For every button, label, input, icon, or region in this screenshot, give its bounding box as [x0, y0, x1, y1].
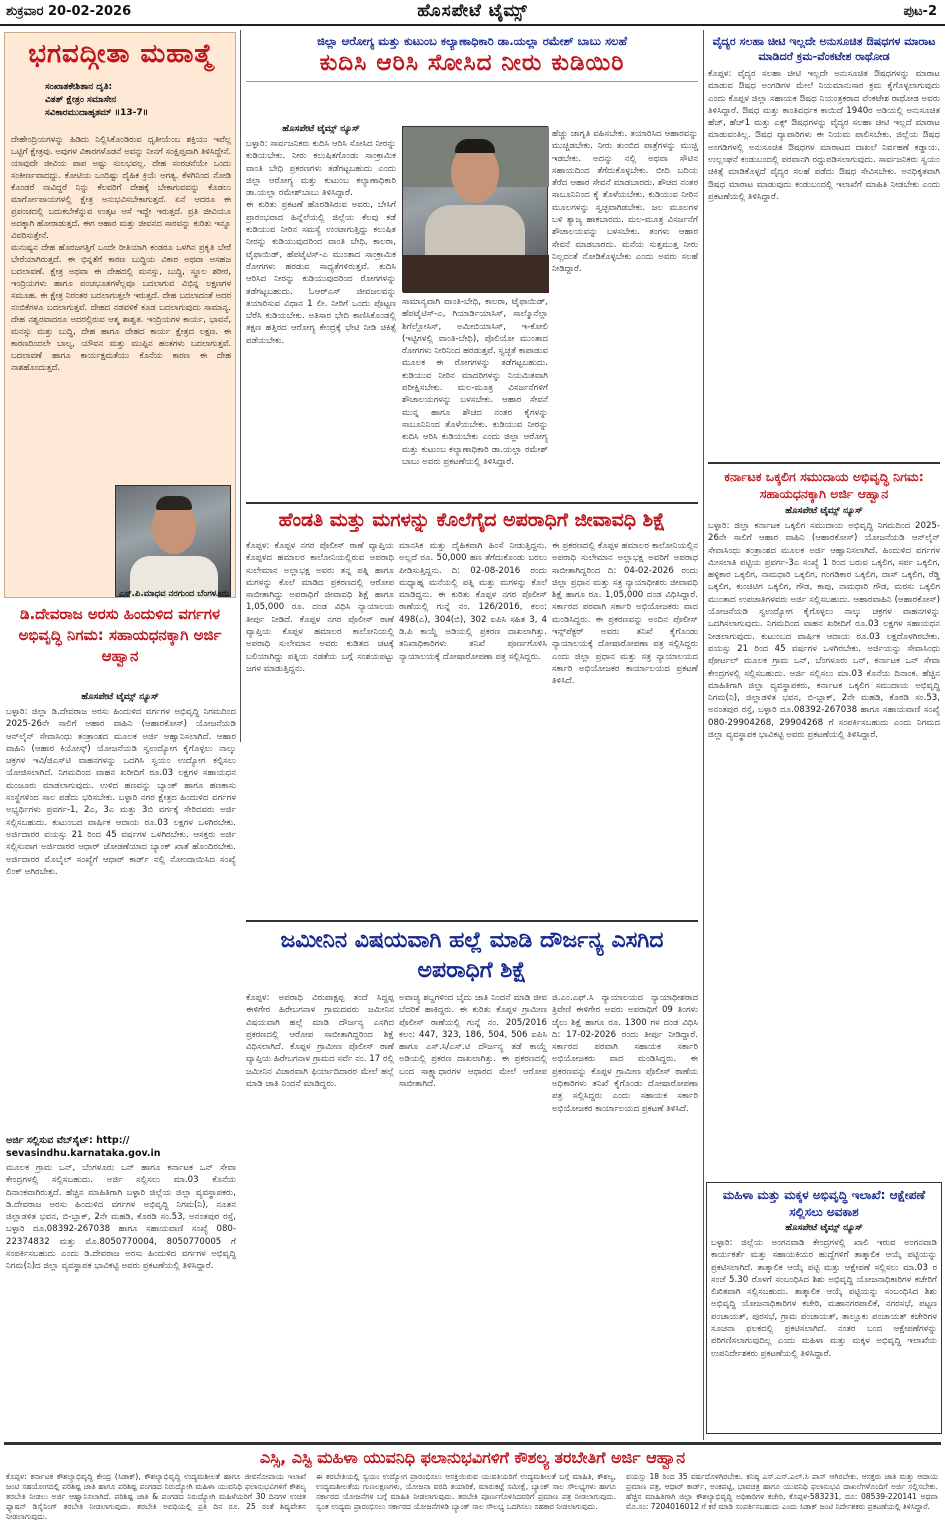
drug-body: ಕೊಪ್ಪಳ: ವೈದ್ಯರ ಸಲಹಾ ಚೀಟಿ ಇಲ್ಲದೇ ಅನುಸೂಚಿತ ಔಷಧಗಳನ್ನು ಮಾರಾಟ ಮಾಡುವ ಔಷಧ ಅಂಗಡಿಗಳ ಮೇಲೆ ನಿಯಮಾನುಸಾರ ಕ್ರಮ ಕೈಗೊಳ್ಳಲಾಗುವುದು ಎಂದು ಕೊಪ್ಪಳ ಜಿಲ್ಲಾ ಸಹಾಯಕ ಔಷಧ ನಿಯಂತ್ರಕರಾದ ವೆಂಕಟೇಶ ರಾಥೋಡ ಅವರು ತಿಳಿಸಿದ್ದಾರೆ. ಔಷಧ ಮತ್ತು ಕಾಂತಿವರ್ಧಕ ಕಾಯಿದೆ 1940ರ ಅಡಿಯಲ್ಲಿ ಅನುಸೂಚಿತ ಹೆಚ್, ಹೆಚ್1 ಮತ್ತು ಎಕ್ಸ್ ಔಷಧಗಳನ್ನು ವೈದ್ಯರ ಸಲಹಾ ಚೀಟಿ ಇಲ್ಲದೆ ಮಾರಾಟ ಮಾಡುವಂತಿಲ್ಲ. ಔಷಧ ವ್ಯಾಪಾರಿಗಳು ಈ ನಿಯಮ ಪಾಲಿಸಬೇಕು. ಜಿಲ್ಲೆಯ ಔಷಧ ಅಂಗಡಿಗಳಲ್ಲಿ ಅನುಸೂಚಿತ ಔಷಧಗಳ ಮಾರಾಟದ ದಾಖಲೆ ನಿರ್ವಹಣೆ ಕಡ್ಡಾಯ. ಉಲ್ಲಂಘನೆ ಕಂಡುಬಂದಲ್ಲಿ ಪರವಾನಗಿ ರದ್ದುಪಡಿಸಲಾಗುವುದು. ಸಾರ್ವಜನಿಕರು ಸ್ವಯಂ ಚಿಕಿತ್ಸೆ ಮಾಡಿಕೊಳ್ಳದೆ ವೈದ್ಯರ ಸಲಹೆ ಪಡೆದು ಔಷಧ ಸೇವಿಸಬೇಕು. ಅನಧಿಕೃತವಾಗಿ ಔಷಧ ಮಾರಾಟ ಮಾಡುವುದು ಕಂಡುಬಂದಲ್ಲಿ ಇಲಾಖೆಗೆ ಮಾಹಿತಿ ನೀಡಬೇಕು ಎಂದು ಪ್ರಕಟಣೆಯಲ್ಲಿ ತಿಳಿಸಿದ್ದಾರೆ.	[708, 69, 940, 202]
drug-headline: ವೈದ್ಯರ ಸಲಹಾ ಚೀಟಿ ಇಲ್ಲದೇ ಅನುಸೂಚಿತ ಔಷಧಗಳ ಮಾರಾಟ ಮಾಡಿದರೆ ಕ್ರಮ-ವೆಂಕಟೇಶ ರಾಥೋಡ	[712, 35, 936, 63]
land-col3: ಜಿ.ಎಂ.ಎಫ್.ಸಿ ನ್ಯಾಯಾಲಯದ ನ್ಯಾಯಾಧೀಶರಾದ ತ್ರಿವೇಣಿ ಈಳಿಗೇರ ಅವರು ಅಪರಾಧಿಗೆ 09 ತಿಂಗಳು ಜೈಲು ಶಿಕ್ಷೆ ಹಾಗೂ ರೂ. 1300 ಗಳ ದಂಡ ವಿಧಿಸಿ ದಿ: 17-02-2026 ರಂದು ತೀರ್ಪು ನೀಡಿದ್ದಾರೆ. ಸರ್ಕಾರದ ಪರವಾಗಿ ಸಹಾಯಕ ಸರ್ಕಾರಿ ಅಭಿಯೋಜಕರು ವಾದ ಮಂಡಿಸಿದ್ದರು. ಈ ಪ್ರಕರಣವನ್ನು ಕೊಪ್ಪಳ ಗ್ರಾಮೀಣ ಪೊಲೀಸ್ ಠಾಣೆಯ ಅಧಿಕಾರಿಗಳು ತನಿಖೆ ಕೈಗೊಂಡು ದೋಷಾರೋಪಣಾ ಪತ್ರ ಸಲ್ಲಿಸಿದ್ದರು ಎಂದು ಸಹಾಯಕ ಸರ್ಕಾರಿ ಅಭಿಯೋಜಕರ ಕಾರ್ಯಾಲಯದ ಪ್ರಕಟಣೆ ತಿಳಿಸಿದೆ.	[552, 993, 698, 1114]
officer-photo	[402, 126, 548, 292]
anganwadi-headline: ಮಹಿಳಾ ಮತ್ತು ಮಕ್ಕಳ ಅಭಿವೃದ್ಧಿ ಇಲಾಖೆ: ಆಕ್ಷೇಪಣೆ ಸಲ್ಲಿಸಲು ಅವಕಾಶ	[709, 1187, 939, 1221]
divider	[246, 920, 698, 922]
masthead	[0, 0, 945, 26]
water-col2: ಹೆಚ್ಚು ಜಾಗೃತಿ ವಹಿಸಬೇಕು. ತಯಾರಿಸಿದ ಆಹಾರವನ್ನು ಮುಚ್ಚಿಡಬೇಕು. ನೀರು ತುಂಬಿದ ಪಾತ್ರೆಗಳನ್ನು ಮುಚ್ಚಿ ಇಡಬೇಕು. ಅದನ್ನು ನಲ್ಲಿ ಅಥವಾ ಸೌಟಿನ ಸಹಾಯದಿಂದ ತೆಗೆದುಕೊಳ್ಳಬೇಕು. ಬೀದಿ ಬದಿಯ ತೆರೆದ ಆಹಾರ ಸೇವನೆ ಮಾಡಬಾರದು. ಶೌಚದ ನಂತರ ಸಾಬೂನಿನಿಂದ ಕೈ ತೊಳೆಯಬೇಕು. ಕುಡಿಯುವ ನೀರಿನ ಮೂಲಗಳನ್ನು ಸ್ವಚ್ಛವಾಗಿಡಬೇಕು. ಜಲ ಮೂಲಗಳ ಬಳಿ ತ್ಯಾಜ್ಯ ಹಾಕಬಾರದು. ಮಲ-ಮೂತ್ರ ವಿಸರ್ಜನೆಗೆ ಶೌಚಾಲಯವನ್ನು ಬಳಸಬೇಕು. ತಂಗಳು ಆಹಾರ ಸೇವನೆ ಮಾಡಬಾರದು. ಮನೆಯ ಸುತ್ತಮುತ್ತ ನೀರು ನಿಲ್ಲದಂತೆ ನೋಡಿಕೊಳ್ಳಬೇಕು ಎಂದು ಅವರು ಸಲಹೆ ನೀಡಿದ್ದಾರೆ.	[552, 129, 698, 275]
land-headline: ಜಮೀನಿನ ವಿಷಯವಾಗಿ ಹಲ್ಲೆ ಮಾಡಿ ದೌರ್ಜನ್ಯ ಎಸಗಿದ ಅಪರಾಧಿಗೆ ಶಿಕ್ಷೆ	[280, 928, 664, 983]
anganwadi-byline: ಹೊಸಪೇಟೆ ಟೈಮ್ಸ್ ನ್ಯೂಸ್	[785, 1223, 863, 1233]
gita-box	[4, 32, 236, 598]
water-headline: ಕುದಿಸಿ ಆರಿಸಿ ಸೋಸಿದ ನೀರು ಕುಡಿಯಿರಿ	[319, 50, 625, 76]
water-col1: ಬಳ್ಳಾರಿ: ಸಾರ್ವಜನಿಕರು ಕುದಿಸಿ ಆರಿಸಿ ಸೋಸಿದ ನೀರನ್ನು ಕುಡಿಯಬೇಕು. ನೀರು ಕಲುಷಿತಗೊಂಡು ಸಾಂಕ್ರಾಮಿಕ ವಾಂತಿ ಬೇಧಿ ಪ್ರಕರಣಗಳು ತಡೆಗಟ್ಟಬಹುದು ಎಂದು ಜಿಲ್ಲಾ ಆರೋಗ್ಯ ಮತ್ತು ಕುಟುಂಬ ಕಲ್ಯಾಣಾಧಿಕಾರಿ ಡಾ.ಯಲ್ಲಾ ರಮೇಶ್‌ಬಾಬು ತಿಳಿಸಿದ್ದಾರೆ. ಈ ಕುರಿತು ಪ್ರಕಟಣೆ ಹೊರಡಿಸಿರುವ ಅವರು, ಬೇಸಿಗೆ ಪ್ರಾರಂಭವಾದ ಹಿನ್ನೆಲೆಯಲ್ಲಿ ಜಿಲ್ಲೆಯ ಕೆಲವು ಕಡೆ ಕುಡಿಯುವ ನೀರಿನ ಸಮಸ್ಯೆ ಉಂಟಾಗುತ್ತಿದ್ದು ಕಲುಷಿತ ನೀರನ್ನು ಕುಡಿಯುವುದರಿಂದ ವಾಂತಿ ಬೇಧಿ, ಕಾಲರಾ, ಟೈಫಾಯಿಡ್, ಹೆಪಟೈಟಿಸ್-ಎ ಮುಂತಾದ ಸಾಂಕ್ರಾಮಿಕ ರೋಗಗಳು ಹರಡುವ ಸಾಧ್ಯತೆಗಳಿರುತ್ತವೆ. ಕುದಿಸಿ ಆರಿಸಿದ ನೀರನ್ನು ಕುಡಿಯುವುದರಿಂದ ರೋಗಗಳನ್ನು ತಡೆಗಟ್ಟಬಹುದು. ಓಆರ್‌ಎಸ್ ಜೀವಜಲವನ್ನು ತಯಾರಿಸುವ ವಿಧಾನ 1 ಲೀ. ನೀರಿಗೆ ಒಂದು ಪೊಟ್ಟಣ ಬೆರೆಸಿ ಕುಡಿಯಬೇಕು. ಅತಿಸಾರ ಭೇದಿ ಕಾಣಿಸಿಕೊಂಡಲ್ಲಿ ತಕ್ಷಣ ಹತ್ತಿರದ ಆರೋಗ್ಯ ಕೇಂದ್ರಕ್ಕೆ ಭೇಟಿ ನೀಡಿ ಚಿಕಿತ್ಸೆ ಪಡೆಯಬೇಕು.	[246, 139, 396, 346]
land-col1: ಕೊಪ್ಪಳ: ಅಪರಾಧಿ ವಿರುಪಾಕ್ಷಪ್ಪ ತಂದೆ ಸಿದ್ದಪ್ಪ ಈಳಿಗೇರ ಹಿರೇಬಗನಾಳ ಗ್ರಾಮದವರು ಜಮೀನಿನ ವಿಷಯವಾಗಿ ಹಲ್ಲೆ ಮಾಡಿ ದೌರ್ಜನ್ಯ ಎಸಗಿದ ಪ್ರಕರಣದಲ್ಲಿ ಆರೋಪ ಸಾಬೀತಾಗಿದ್ದರಿಂದ ಶಿಕ್ಷೆ ವಿಧಿಸಲಾಗಿದೆ. ಕೊಪ್ಪಳ ಗ್ರಾಮೀಣ ಪೊಲೀಸ್ ಠಾಣೆ ವ್ಯಾಪ್ತಿಯ ಹಿರೇಬಗನಾಳ ಗ್ರಾಮದ ಸರ್ವೆ ನಂ. 17 ರಲ್ಲಿ ಜಮೀನಿನ ವಿಚಾರವಾಗಿ ಫಿರ್ಯಾದಿದಾರರ ಮೇಲೆ ಹಲ್ಲೆ ಮಾಡಿ ಜಾತಿ ನಿಂದನೆ ಮಾಡಿದ್ದರು.	[246, 993, 394, 1090]
divider	[246, 502, 698, 504]
gita-body: ದೇಹೇಂದ್ರಿಯಗಳನ್ನು ಹಿಡಿದು ನಿಲ್ಲಿಸಿಕೊಂಡಿರುವ ಧೃತೀಯೆಂಬ ಶಕ್ತಿಯು ಇವೆಲ್ಲ ಒಟ್ಟಿಗೆ ಕ್ಷೇತ್ರವು. ಅವುಗಳ ವಿಕಾರಗಳೊಡನೆ ಅವನ್ನು ನೀನಗೆ ಸಂಕ್ಷಿಪ್ತವಾಗಿ ತಿಳಿಸಿದ್ದೇನೆ. ಯಾವುದೇ ಜೀವಿಯ ಪಾಪ ಅಷ್ಟು ಸುಲಭವಲ್ಲ. ದೇಹ ಸಂರಚನೆಯೇ ಒಂದು ಸಂಕೀರ್ಣವಾದದ್ದು. ಕೋಟಿಯ ಒಂದಿಷ್ಟು ದೈಹಿಕ ಕ್ರಿಯೆ ಅಗತ್ಯ. ಕೆಳಗಿನಿಂದ ನೋಡಿ ಕೊಂಡರೆ ನಾವಿದ್ದರೆ ನಿನ್ನು ಕೆಲವರಿಗೆ ದೇಹಕ್ಕೆ ಬೇಕಾಗುವವನ್ನು ಕೊಡಲು ಮಾರ್ಗೋಪಾಯಗಳಲ್ಲಿ ಕ್ಷೇತ್ರ ಅನುಭವಿಸಬೇಕಾಗುತ್ತದೆ. ಏನೆ ಆದರೂ ಈ ಪ್ರಪಂಚದಲ್ಲಿ ಬದುಕಬೇಕೆನ್ನುವ ಉತ್ಕಟ ಆಸೆ ಇದ್ದೇ ಇರುತ್ತದೆ. ಪ್ರತಿ ಜೀವಿಯೂ ಅದಕ್ಕಾಗಿ ಹೋರಾಡುತ್ತದೆ. ಈಗ ಆಹಾರ ಮತ್ತು ಜೀವನದ ಸಾರವನ್ನು ಕುರಿತು ಇನ್ನೂ ವಿವರಿಸುತ್ತೇನೆ. ಮನುಷ್ಯನ ದೇಹ ಹೊರಜಗತ್ತಿಗೆ ಒಂದೇ ರೀತಿಯಾಗಿ ಕಂಡರೂ ಒಳಗಿನ ಪ್ರಕೃತಿ ಬೇರೆ ಬೇರೆಯಾಗಿರುತ್ತದೆ. ಈ ಭಿನ್ನತೆಗೆ ಕಾರಣ ಬುದ್ಧಿಯ ವಿಕಾರ ಅಥವಾ ಅಸಹಜ ಬದಲಾವಣೆ. ಕ್ಷೇತ್ರ ಅಥವಾ ಈ ದೇಹದಲ್ಲಿ ಮನಸ್ಸು, ಬುದ್ಧಿ, ಸ್ಥೂಲ ಶರೀರ, ಇಂದ್ರಿಯಗಳು ಹಾಗೂ ಪಂಚಭೂತಗಳೆಲ್ಲವೂ ಬದಲಾಗುವ ವಿಭಿನ್ನ ಲಕ್ಷಣಗಳ ಸಮೂಹ. ಈ ಕ್ಷೇತ್ರ ನಿರಂತರ ಬದಲಾಗುತ್ತಲೇ ಇರುತ್ತದೆ. ದೇಹ ಬದಲಾದಂತೆ ಅದರ ನಂಬಿಕೆಗಳೂ ಬದಲಾಗುತ್ತವೆ. ದೇಹದ ನಡವಳಿಕೆ ಕೂಡ ಬದಲಾಗುವುದು ಸಾಮಾನ್ಯ. ದೇಹ ನಶ್ವರವಾದರೂ ಅದರಲ್ಲಿರುವ ಆತ್ಮ ಶಾಶ್ವತ. ಇಂದ್ರಿಯಗಳ ಕಾರ್ಯ, ಭಾವನೆ, ಮನಸ್ಸು ಮತ್ತು ಬುದ್ಧಿ, ದೇಹ ಹಾಗೂ ದೇಹದ ಕಾರ್ಯ ಕ್ಷೇತ್ರದ ಲಕ್ಷಣ. ಈ ಕಾರಣದಿಂದಲೇ ಬಾಲ್ಯ, ಯೌವನ ಮತ್ತು ಮುಪ್ಪಿನ ಹಂತಗಳು ಬದಲಾಗುತ್ತವೆ. ಬದಲಾವಣೆ ಹಾಗೂ ಕಾರ್ಯಕ್ಷಮತೆಯು ಕೊನೆಯ ಕಾರಣ ಈ ದೇಹ ನಾಶಹೊಂದುತ್ತದೆ.	[11, 134, 231, 372]
water-header	[246, 32, 698, 82]
website-link[interactable]: http:// sevasindhu.karnataka.gov.in	[6, 1135, 161, 1159]
anganwadi-body: ಬಳ್ಳಾರಿ: ಜಿಲ್ಲೆಯ ಅಂಗನವಾಡಿ ಕೇಂದ್ರಗಳಲ್ಲಿ ಖಾಲಿ ಇರುವ ಅಂಗನವಾಡಿ ಕಾರ್ಯಕರ್ತೆ ಮತ್ತು ಸಹಾಯಕಿಯರ ಹುದ್ದೆಗಳಿಗೆ ತಾತ್ಕಾಲಿಕ ಆಯ್ಕೆ ಪಟ್ಟಿಯನ್ನು ಪ್ರಕಟಿಸಲಾಗಿದೆ. ತಾತ್ಕಾಲಿಕ ಆಯ್ಕೆ ಪಟ್ಟಿ ಮತ್ತು ಆಕ್ಷೇಪಣೆ ಸಲ್ಲಿಸಲು ಮಾ.03 ರ ಸಂಜೆ 5.30 ರೊಳಗೆ ಸಂಬಂಧಿಸಿದ ಶಿಶು ಅಭಿವೃದ್ಧಿ ಯೋಜನಾಧಿಕಾರಿಗಳ ಕಚೇರಿಗೆ ಲಿಖಿತವಾಗಿ ಸಲ್ಲಿಸಬಹುದು. ತಾತ್ಕಾಲಿಕ ಆಯ್ಕೆ ಪಟ್ಟಿಯನ್ನು ಸಂಬಂಧಿಸಿದ ಶಿಶು ಅಭಿವೃದ್ಧಿ ಯೋಜನಾಧಿಕಾರಿಗಳ ಕಚೇರಿ, ಮಹಾನಗರಪಾಲಿಕೆ, ನಗರಸಭೆ, ಪಟ್ಟಣ ಪಂಚಾಯತ್, ಪುರಸಭೆ, ಗ್ರಾಮ ಪಂಚಾಯತ್, ತಾಲ್ಲೂಕು ಪಂಚಾಯತ್ ಕಚೇರಿಗಳ ಸೂಚನಾ ಫಲಕದಲ್ಲಿ ಪ್ರಕಟಿಸಲಾಗಿದೆ. ನಂತರ ಬಂದ ಆಕ್ಷೇಪಣೆಗಳನ್ನು ಪರಿಗಣಿಸಲಾಗುವುದಿಲ್ಲ ಎಂದು ಮಹಿಳಾ ಮತ್ತು ಮಕ್ಕಳ ಅಭಿವೃದ್ಧಿ ಇಲಾಖೆಯ ಉಪನಿರ್ದೇಶಕರು ಪ್ರಕಟಣೆಯಲ್ಲಿ ತಿಳಿಸಿದ್ದಾರೆ.	[711, 1238, 937, 1359]
gita-title: ಭಗವದ್ಗೀತಾ ಮಹಾತ್ಮೆ	[28, 39, 214, 69]
divider	[708, 462, 940, 464]
newspaper-title: ಹೊಸಪೇಟೆ ಟೈಮ್ಸ್	[417, 1, 528, 21]
skill-headline: ಎಸ್ಸಿ, ಎಸ್ಟಿ ಮಹಿಳಾ ಯುವನಿಧಿ ಫಲಾನುಭವಿಗಳಿಗೆ ಕೌಶಲ್ಯ ತರಬೇತಿಗೆ ಅರ್ಜಿ ಆಹ್ವಾನ	[259, 1448, 686, 1467]
murder-headline: ಹೆಂಡತಿ ಮತ್ತು ಮಗಳನ್ನು ಕೊಲೆಗೈದ ಅಪರಾಧಿಗೆ ಜೀವಾವಧಿ ಶಿಕ್ಷೆ	[278, 509, 666, 531]
water-byline: ಹೊಸಪೇಟೆ ಟೈಮ್ಸ್ ನ್ಯೂಸ್	[282, 124, 360, 134]
water-col3: ಸಾಮಾನ್ಯವಾಗಿ ವಾಂತಿ-ಬೇಧಿ, ಕಾಲರಾ, ಟೈಫಾಯಿಡ್, ಹೆಪಟೈಟಿಸ್-ಎ, ಗಿಯಾರ್ಡಿಯಾಸಿಸ್, ಸಾಲ್ಮೊನೆಲ್ಲಾ ಶಿಗೆಲ್ಲೋಸಿಸ್, ಅಮೀಬಿಯಾಸಿಸ್, ಇ-ಕೋಲಿ (ಇಟ್ಟಿಗಳಲ್ಲಿ ವಾಂತಿ-ಬೇಧಿ), ಪೊಲಿಯೋ ಮುಂತಾದ ರೋಗಗಳು ನೀರಿನಿಂದ ಹರಡುತ್ತವೆ. ಸ್ವಚ್ಛತೆ ಕಾಪಾಡುವ ಮೂಲಕ ಈ ರೋಗಗಳನ್ನು ತಡೆಗಟ್ಟಬಹುದು. ಕುಡಿಯುವ ನೀರಿನ ಮಾದರಿಗಳನ್ನು ನಿಯಮಿತವಾಗಿ ಪರೀಕ್ಷಿಸಬೇಕು. ಮಲ-ಮೂತ್ರ ವಿಸರ್ಜನೆಗಳಿಗೆ ಶೌಚಾಲಯಗಳನ್ನು ಬಳಸಬೇಕು. ಆಹಾರ ಸೇವನೆ ಮುನ್ನ ಹಾಗೂ ಶೌಚದ ನಂತರ ಕೈಗಳನ್ನು ಸಾಬೂನಿನಿಂದ ತೊಳೆಯಬೇಕು. ಕುಡಿಯುವ ನೀರನ್ನು ಕುದಿಸಿ ಆರಿಸಿ ಕುಡಿಯಬೇಕು ಎಂದು ಜಿಲ್ಲಾ ಆರೋಗ್ಯ ಮತ್ತು ಕುಟುಂಬ ಕಲ್ಯಾಣಾಧಿಕಾರಿ ಡಾ.ಯಲ್ಲಾ ರಮೇಶ್ ಬಾಬು ಅವರು ಪ್ರಕಟಣೆಯಲ್ಲಿ ತಿಳಿಸಿದ್ದಾರೆ.	[402, 297, 548, 467]
water-kicker: ಜಿಲ್ಲಾ ಆರೋಗ್ಯ ಮತ್ತು ಕುಟುಂಬ ಕಲ್ಯಾಣಾಧಿಕಾರಿ ಡಾ.ಯಲ್ಲಾ ರಮೇಶ್ ಬಾಬು ಸಲಹೆ	[317, 34, 627, 48]
page-number: ಪುಟ-2	[903, 4, 937, 19]
devaraj-byline: ಹೊಸಪೇಟೆ ಟೈಮ್ಸ್ ನ್ಯೂಸ್	[81, 692, 159, 702]
okkaliga-headline: ಕರ್ನಾಟಕ ಒಕ್ಕಲಿಗ ಸಮುದಾಯ ಅಭಿವೃದ್ಧಿ ನಿಗಮ: ಸಹಾಯಧನಕ್ಕಾಗಿ ಅರ್ಜಿ ಆಹ್ವಾನ	[724, 469, 924, 501]
murder-col1: ಕೊಪ್ಪಳ: ಕೊಪ್ಪಳ ನಗರ ಪೊಲೀಸ್ ಠಾಣೆ ವ್ಯಾಪ್ತಿಯ ಕೊಪ್ಪಳದ ಹಮಾಲರ ಕಾಲೋನಿಯಲ್ಲಿರುವ ಅಪರಾಧಿ ಸುಲೇಮಾನ ಅಲ್ಲಾಭಕ್ಷ ಅವರು ತನ್ನ ಪತ್ನಿ ಹಾಗೂ ಮಗಳನ್ನು ಕೊಲೆ ಮಾಡಿದ ಪ್ರಕರಣದಲ್ಲಿ ಆರೋಪ ಸಾಬೀತಾಗಿದ್ದು ಅಪರಾಧಿಗೆ ಜೀವಾವಧಿ ಶಿಕ್ಷೆ ಹಾಗೂ 1,05,000 ರೂ. ದಂಡ ವಿಧಿಸಿ ನ್ಯಾಯಾಲಯ ತೀರ್ಪು ನೀಡಿದೆ. ಕೊಪ್ಪಳ ನಗರ ಪೊಲೀಸ್ ಠಾಣೆ ವ್ಯಾಪ್ತಿಯ ಕೊಪ್ಪಳ ಹಮಾಲರ ಕಾಲೋನಿಯಲ್ಲಿ ಅಪರಾಧಿ ಸುಲೇಮಾನ ಅವರು ಕುಡಿತದ ಚಟಕ್ಕೆ ಬಲಿಯಾಗಿದ್ದು ಪತ್ನಿಯ ನಡತೆಯ ಬಗ್ಗೆ ಸಂಶಯಪಟ್ಟು ಜಗಳ ಮಾಡುತ್ತಿದ್ದನು.	[246, 541, 394, 674]
issue-date: ಶುಕ್ರವಾರ 20-02-2026	[6, 4, 132, 19]
divider	[4, 1442, 941, 1445]
skill-col3: ವಯಸ್ಸು 18 ರಿಂದ 35 ವರ್ಷದೊಳಗಿರಬೇಕು. ಕನಿಷ್ಠ ಎಸ್.ಎಸ್.ಎಲ್.ಸಿ ಪಾಸ್ ಆಗಿರಬೇಕು. ಆಸಕ್ತರು ಜಾತಿ ಮತ್ತು ಆದಾಯ ಪ್ರಮಾಣ ಪತ್ರ, ಆಧಾರ್ ಕಾರ್ಡ್, ಅಂಕಪಟ್ಟಿ, ಭಾವಚಿತ್ರ ಹಾಗೂ ಯುವನಿಧಿ ಫಲಾನುಭವಿ ದಾಖಲೆಗಳೊಂದಿಗೆ ಅರ್ಜಿ ಸಲ್ಲಿಸಬೇಕು. ಹೆಚ್ಚಿನ ಮಾಹಿತಿಗಾಗಿ ಜಿಲ್ಲಾ ಕೌಶಲ್ಯಾಭಿವೃದ್ಧಿ ಅಧಿಕಾರಿಗಳ ಕಚೇರಿ, ಕೊಪ್ಪಳ-583231, ದೂ: 08539-220141 ಅಥವಾ ಮೊ.ಸಂ: 7204016012 ಗೆ ಕರೆ ಮಾಡಿ ಸಂಪರ್ಕಿಸಬಹುದು ಎಂದು ಸಿಡಾಕ್ ಜಂಟಿ ನಿರ್ದೇಶಕರು ಪ್ರಕಟಣೆಯಲ್ಲಿ ತಿಳಿಸಿದ್ದಾರೆ.	[626, 1472, 938, 1511]
website-label: ಅರ್ಜಿ ಸಲ್ಲಿಸುವ ವೆಬ್‌ಸೈಟ್:	[6, 1135, 93, 1146]
skill-col2: ಈ ತರಬೇತಿಯಲ್ಲಿ ಸ್ವಯಂ ಉದ್ಯೋಗ ಪ್ರಾರಂಭಿಸಲು ಆಸಕ್ತಿಯಿರುವ ಯುವತಿಯರಿಗೆ ಉದ್ಯಮಶೀಲತೆ ಬಗ್ಗೆ ಮಾಹಿತಿ, ಕೌಶಲ್ಯ, ಉದ್ಯಮಶೀಲತೆಯ ಗುಣಲಕ್ಷಣಗಳು, ಯೋಜನಾ ವರದಿ ತಯಾರಿಕೆ, ಮಾರುಕಟ್ಟೆ ಸಮೀಕ್ಷೆ, ಬ್ಯಾಂಕ್ ಸಾಲ ಸೌಲಭ್ಯಗಳು ಹಾಗೂ ಸರ್ಕಾರದ ಯೋಜನೆಗಳ ಬಗ್ಗೆ ಮಾಹಿತಿ ನೀಡಲಾಗುವುದು. ತರಬೇತಿ ಪೂರ್ಣಗೊಳಿಸಿದವರಿಗೆ ಪ್ರಮಾಣ ಪತ್ರ ನೀಡಲಾಗುವುದು. ಸ್ವಂತ ಉದ್ಯಮ ಪ್ರಾರಂಭಿಸಲು ಸರ್ಕಾರದ ಯೋಜನೆಗಳಡಿ ಬ್ಯಾಂಕ್ ಸಾಲ ಸೌಲಭ್ಯ ಒದಗಿಸಲು ಸಹಕಾರ ನೀಡಲಾಗುವುದು.	[316, 1472, 616, 1511]
author-caption: ಎಸ್.ಪಿ.ಮಾಧವ ನರಗುಂದ ಬೆಂಗಳೂರು	[118, 589, 230, 599]
column-rule	[240, 30, 241, 742]
land-col2: ಅವಾಚ್ಯ ಶಬ್ದಗಳಿಂದ ಬೈದು ಜಾತಿ ನಿಂದನೆ ಮಾಡಿ ಜೀವ ಬೆದರಿಕೆ ಹಾಕಿದ್ದರು. ಈ ಕುರಿತು ಕೊಪ್ಪಳ ಗ್ರಾಮೀಣ ಪೊಲೀಸ್ ಠಾಣೆಯಲ್ಲಿ ಗುನ್ನೆ ನಂ. 205/2016 ಕಲಂ: 447, 323, 186, 504, 506 ಐಪಿಸಿ ಹಾಗೂ ಎಸ್.ಸಿ/ಎಸ್.ಟಿ ದೌರ್ಜನ್ಯ ತಡೆ ಕಾಯ್ದೆ ಅಡಿಯಲ್ಲಿ ಪ್ರಕರಣ ದಾಖಲಾಗಿತ್ತು. ಈ ಪ್ರಕರಣದಲ್ಲಿ ಬಂದ ಸಾಕ್ಷ್ಯಾಧಾರಗಳ ಆಧಾರದ ಮೇಲೆ ಆರೋಪ ಸಾಬೀತಾಗಿದೆ.	[399, 993, 547, 1090]
column-rule	[703, 30, 704, 1440]
devaraj-body-2: ಮೂಲಕ ಗ್ರಾಮ ಒನ್, ಬೆಂಗಳೂರು ಒನ್ ಹಾಗೂ ಕರ್ನಾಟಕ ಒನ್ ಸೇವಾ ಕೇಂದ್ರಗಳಲ್ಲಿ ಸಲ್ಲಿಸಬಹುದು. ಅರ್ಜಿ ಸಲ್ಲಿಸಲು ಮಾ.03 ಕೊನೆಯ ದಿನಾಂಕವಾಗಿರುತ್ತದೆ. ಹೆಚ್ಚಿನ ಮಾಹಿತಿಗಾಗಿ ಬಳ್ಳಾರಿ ಜಿಲ್ಲೆಯ ಜಿಲ್ಲಾ ವ್ಯವಸ್ಥಾಪಕರು, ಡಿ.ದೇವರಾಜ ಅರಸು ಹಿಂದುಳಿದ ವರ್ಗಗಳ ಅಭಿವೃದ್ಧಿ ನಿಗಮ(ನಿ), ನೂತನ ಜಿಲ್ಲಾಡಳಿತ ಭವನ, ಬಿ-ಬ್ಲಾಕ್, 2ನೇ ಮಹಡಿ, ಕೊಠಡಿ ಸಂ.53, ಅನಂತಪುರ ರಸ್ತೆ, ಬಳ್ಳಾರಿ ದೂ.08392-267038 ಹಾಗೂ ಸಹಾಯವಾಣಿ ಸಂಖ್ಯೆ 080-22374832 ಮತ್ತು ಮೊ.8050770004, 8050770005 ಗೆ ಸಂಪರ್ಕಿಸಬಹುದು ಎಂದು ಡಿ.ದೇವರಾಜ ಅರಸು ಹಿಂದುಳಿದ ವರ್ಗಗಳ ಅಭಿವೃದ್ಧಿ ನಿಗಮ(ನಿ)ದ ಜಿಲ್ಲಾ ವ್ಯವಸ್ಥಾಪಕ ಭಾವಿಕಟ್ಟಿ ಅವರು ಪ್ರಕಟಣೆಯಲ್ಲಿ ತಿಳಿಸಿದ್ದಾರೆ.	[6, 1163, 236, 1272]
devaraj-website	[6, 1134, 236, 1160]
murder-col3: ಈ ಪ್ರಕರಣದಲ್ಲಿ ಕೊಪ್ಪಳ ಹಮಾಲರ ಕಾಲೋನಿಯಲ್ಲಿನ ಅಪರಾಧಿ ಸುಲೇಮಾನ ಅಲ್ಲಾಭಕ್ಷ ಅವರಿಗೆ ಅಪರಾಧ ಸಾಬೀತಾಗಿದ್ದರಿಂದ ದಿ: 04-02-2026 ರಂದು ಜಿಲ್ಲಾ ಪ್ರಧಾನ ಮತ್ತು ಸತ್ರ ನ್ಯಾಯಾಧೀಶರು ಜೀವಾವಧಿ ಶಿಕ್ಷೆ ಹಾಗೂ ರೂ. 1,05,000 ದಂಡ ವಿಧಿಸಿದ್ದಾರೆ. ಸರ್ಕಾರದ ಪರವಾಗಿ ಸರ್ಕಾರಿ ಅಭಿಯೋಜಕರು ವಾದ ಮಂಡಿಸಿದ್ದರು. ಈ ಪ್ರಕರಣವನ್ನು ಅಂದಿನ ಪೊಲೀಸ್ ಇನ್ಸ್‌ಪೆಕ್ಟರ್ ಅವರು ತನಿಖೆ ಕೈಗೊಂಡು ನ್ಯಾಯಾಲಯಕ್ಕೆ ದೋಷಾರೋಪಣಾ ಪತ್ರ ಸಲ್ಲಿಸಿದ್ದರು ಎಂದು ಜಿಲ್ಲಾ ಪ್ರಧಾನ ಮತ್ತು ಸತ್ರ ನ್ಯಾಯಾಲಯದ ಸರ್ಕಾರಿ ಅಭಿಯೋಜಕರ ಕಾರ್ಯಾಲಯದ ಪ್ರಕಟಣೆ ತಿಳಿಸಿದೆ.	[552, 541, 698, 687]
okkaliga-byline: ಹೊಸಪೇಟೆ ಟೈಮ್ಸ್ ನ್ಯೂಸ್	[785, 506, 863, 516]
author-photo	[115, 485, 231, 597]
skill-col1: ಕೊಪ್ಪಳ: ಕರ್ನಾಟಕ ಕೌಶಲ್ಯಾಭಿವೃದ್ಧಿ ಕೇಂದ್ರ (ಸಿಡಾಕ್), ಕೌಶಲ್ಯಾಭಿವೃದ್ಧಿ ಉದ್ಯಮಶೀಲತೆ ಹಾಗೂ ಜೀವನೋಪಾಯ ಇಲಾಖೆ ಜಂಟಿ ಸಹಯೋಗದಲ್ಲಿ ಪರಿಶಿಷ್ಟ ಜಾತಿ ಹಾಗೂ ಪರಿಶಿಷ್ಟ ಪಂಗಡದ ನಿರುದ್ಯೋಗಿ ಮಹಿಳಾ ಯುವನಿಧಿ ಫಲಾನುಭವಿಗಳಿಗೆ ಕೌಶಲ್ಯ ತರಬೇತಿ ನೀಡಲು ಅರ್ಜಿ ಆಹ್ವಾನಿಸಲಾಗಿದೆ. ಪರಿಶಿಷ್ಟ ಜಾತಿ & ಪಂಗಡದ ನಿರುದ್ಯೋಗಿ ಮಹಿಳೆಯರಿಗೆ 30 ದಿನಗಳ ಉಚಿತ ಫ್ಯಾಷನ್ ಡಿಸೈನಿಂಗ್ ತರಬೇತಿ ನೀಡಲಾಗುವುದು. ತರಬೇತಿ ಅವಧಿಯಲ್ಲಿ ಪ್ರತಿ ದಿನ ರೂ. 25 ರಂತೆ ಶಿಷ್ಯವೇತನ ನೀಡಲಾಗುವುದು.	[6, 1472, 306, 1521]
okkaliga-body: ಬಳ್ಳಾರಿ: ಜಿಲ್ಲಾ ಕರ್ನಾಟಕ ಒಕ್ಕಲಿಗ ಸಮುದಾಯ ಅಭಿವೃದ್ಧಿ ನಿಗಮದಿಂದ 2025-26ನೇ ಸಾಲಿಗೆ ಆಹಾರ ವಾಹಿನಿ (ಆಹಾರಕೋಸ್) ಯೋಜನೆಯಡಿ ಆನ್‌ಲೈನ್ ಸೇವಾಸಿಂಧು ತಂತ್ರಾಂಶದ ಮೂಲಕ ಅರ್ಜಿ ಆಹ್ವಾನಿಸಲಾಗಿದೆ. ಹಿಂದುಳಿದ ವರ್ಗಗಳ ಮೀಸಲಾತಿ ಪಟ್ಟಿಯ ಪ್ರವರ್ಗ-3ಎ ಸಂಖ್ಯೆ 1 ರಿಂದ ಬರುವ ಒಕ್ಕಲಿಗ, ಸರ್ಪ ಒಕ್ಕಲಿಗ, ಹಳ್ಳಿಕಾರ ಒಕ್ಕಲಿಗ, ನಾಮಧಾರಿ ಒಕ್ಕಲಿಗ, ಗಂಗಡಿಕಾರ ಒಕ್ಕಲಿಗ, ದಾಸ್ ಒಕ್ಕಲಿಗ, ರೆಡ್ಡಿ ಒಕ್ಕಲಿಗ, ಕುಂಚಿಟಿಗ ಒಕ್ಕಲಿಗ, ಗೌಡ, ಕಾಪು, ನಾಮಧಾರಿ ಗೌಡ, ಮರಸು ಒಕ್ಕಲಿಗ ಮುಂತಾದ ಉಪಜಾತಿಗಳವರು ಅರ್ಜಿ ಸಲ್ಲಿಸಬಹುದು. ಆಹಾರವಾಹಿನಿ (ಆಹಾರಕೋಸ್) ಯೋಜನೆಯಡಿ ಸ್ವಉದ್ಯೋಗ ಕೈಗೊಳ್ಳಲು ನಾಲ್ಕು ಚಕ್ರಗಳ ವಾಹನಗಳನ್ನು ಒದಗಿಸಲಾಗುವುದು. ನಿಗಮದಿಂದ ವಾಹನ ಖರೀದಿಗೆ ರೂ.03 ಲಕ್ಷಗಳ ಸಹಾಯಧನ ನೀಡಲಾಗುವುದು. ಕುಟುಂಬದ ವಾರ್ಷಿಕ ಆದಾಯ ರೂ.03 ಲಕ್ಷದೊಳಗಿರಬೇಕು. ವಯಸ್ಸು 21 ರಿಂದ 45 ವರ್ಷಗಳ ಒಳಗಿರಬೇಕು. ಅರ್ಜಿಯನ್ನು ಸೇವಾಸಿಂಧು ಪೋರ್ಟಲ್ ಮೂಲಕ ಗ್ರಾಮ ಒನ್, ಬೆಂಗಳೂರು ಒನ್, ಕರ್ನಾಟಕ ಒನ್ ಸೇವಾ ಕೇಂದ್ರಗಳಲ್ಲಿ ಸಲ್ಲಿಸಬಹುದು. ಅರ್ಜಿ ಸಲ್ಲಿಸಲು ಮಾ.03 ಕೊನೆಯ ದಿನಾಂಕ. ಹೆಚ್ಚಿನ ಮಾಹಿತಿಗಾಗಿ ಜಿಲ್ಲಾ ವ್ಯವಸ್ಥಾಪಕರು, ಕರ್ನಾಟಕ ಒಕ್ಕಲಿಗ ಸಮುದಾಯ ಅಭಿವೃದ್ಧಿ ನಿಗಮ(ನಿ), ಜಿಲ್ಲಾಡಳಿತ ಭವನ, ಬಿ-ಬ್ಲಾಕ್, 2ನೇ ಮಹಡಿ, ಕೊಠಡಿ ಸಂ.53, ಅನಂತಪುರ ರಸ್ತೆ, ಬಳ್ಳಾರಿ ದೂ.08392-267038 ಹಾಗೂ ಸಹಾಯವಾಣಿ ಸಂಖ್ಯೆ 080-29904268, 29904268 ಗೆ ಸಂಪರ್ಕಿಸಬಹುದು ಎಂದು ನಿಗಮದ ಜಿಲ್ಲಾ ವ್ಯವಸ್ಥಾಪಕ ಭಾವಿಕಟ್ಟಿ ಅವರು ಪ್ರಕಟಣೆಯಲ್ಲಿ ತಿಳಿಸಿದ್ದಾರೆ.	[708, 521, 940, 741]
anganwadi-box	[706, 1182, 942, 1434]
devaraj-body: ಬಳ್ಳಾರಿ: ಜಿಲ್ಲಾ ಡಿ.ದೇವರಾಜ ಅರಸು ಹಿಂದುಳಿದ ವರ್ಗಗಳ ಅಭಿವೃದ್ಧಿ ನಿಗಮದಿಂದ 2025-26ನೇ ಸಾಲಿಗೆ ಆಹಾರ ವಾಹಿನಿ (ಆಹಾರಕೋಸ್) ಯೋಜನೆಯಡಿ ಆನ್‌ಲೈನ್ ಸೇವಾಸಿಂಧು ತಂತ್ರಾಂಶದ ಮೂಲಕ ಅರ್ಜಿ ಆಹ್ವಾನಿಸಲಾಗಿದೆ. ಆಹಾರ ವಾಹಿನಿ (ಆಹಾರ ಕಿಯೋಸ್ಕ್) ಯೋಜನೆಯಡಿ ಸ್ವಉದ್ಯೋಗ ಕೈಗೊಳ್ಳಲು ನಾಲ್ಕು ಚಕ್ರಗಳ ಇವಿ/ಜಿಎಸ್‌ಟಿ ವಾಹನಗಳನ್ನು ಒದಗಿಸಿ ಸ್ವಯಂ ಉದ್ಯೋಗ ಕಲ್ಪಿಸಲು ಯೋಜಿಸಲಾಗಿದೆ. ನಿಗಮದಿಂದ ವಾಹನ ಖರೀದಿಗೆ ರೂ.03 ಲಕ್ಷಗಳ ಸಹಾಯಧನ ಮಂಜೂರು ಮಾಡಲಾಗುವುದು. ಉಳಿದ ಹಣವನ್ನು ಬ್ಯಾಂಕ್ ಹಾಗೂ ಹಣಕಾಸು ಸಂಸ್ಥೆಗಳಿಂದ ಸಾಲ ಪಡೆದು ಭರಿಸಬೇಕು. ಬಳ್ಳಾರಿ ನಗರ ಕ್ಷೇತ್ರದ ಹಿಂದುಳಿದ ವರ್ಗಗಳ ಅಭ್ಯರ್ಥಿಗಳು ಪ್ರವರ್ಗ-1, 2ಎ, 3ಎ ಮತ್ತು 3ಬಿ ವರ್ಗಕ್ಕೆ ಸೇರಿದವರು ಅರ್ಜಿ ಸಲ್ಲಿಸಬಹುದು. ಕುಟುಂಬದ ವಾರ್ಷಿಕ ಆದಾಯ ರೂ.03 ಲಕ್ಷಗಳ ಒಳಗಿರಬೇಕು. ಅರ್ಜಿದಾರರ ವಯಸ್ಸು 21 ರಿಂದ 45 ವರ್ಷಗಳ ಒಳಗಿರಬೇಕು. ಆಸಕ್ತರು ಅರ್ಜಿ ಸಲ್ಲಿಸುವಾಗ ಅರ್ಜಿದಾರರ ಆಧಾರ್ ಜೋಡಣೆಯಾದ ಬ್ಯಾಂಕ್ ಖಾತೆ ಹೊಂದಿರಬೇಕು. ಅರ್ಜಿದಾರರ ಮೊಬೈಲ್ ಸಂಖ್ಯೆಗೆ ಆಧಾರ್ ಕಾರ್ಡ್ ನಲ್ಲಿ ನೋಂದಾಯಿಸಿದ ಸಂಖ್ಯೆ ಲಿಂಕ್ ಆಗಿರಬೇಕು.	[6, 707, 236, 877]
murder-col2: ಮಾನಸಿಕ ಮತ್ತು ದೈಹಿಕವಾಗಿ ಹಿಂಸೆ ನೀಡುತ್ತಿದ್ದನು. ಅಲ್ಲದೆ ರೂ. 50,000 ಹಣ ತೆಗೆದುಕೊಂಡು ಬರಲು ಪೀಡಿಸುತ್ತಿದ್ದನು. ದಿ: 02-08-2016 ರಂದು ಮಧ್ಯಾಹ್ನ ಮನೆಯಲ್ಲಿ ಪತ್ನಿ ಮತ್ತು ಮಗಳನ್ನು ಕೊಲೆ ಮಾಡಿದ್ದನು. ಈ ಕುರಿತು ಕೊಪ್ಪಳ ನಗರ ಪೊಲೀಸ್ ಠಾಣೆಯಲ್ಲಿ ಗುನ್ನೆ ನಂ. 126/2016, ಕಲಂ: 498(ಎ), 304(ಬಿ), 302 ಐಪಿಸಿ ಸಹಿತ 3, 4 ಡಿ.ಪಿ ಕಾಯ್ದೆ ಅಡಿಯಲ್ಲಿ ಪ್ರಕರಣ ದಾಖಲಾಗಿತ್ತು. ತನಿಖಾಧಿಕಾರಿಗಳು ತನಿಖೆ ಪೂರ್ಣಗೊಳಿಸಿ ನ್ಯಾಯಾಲಯಕ್ಕೆ ದೋಷಾರೋಪಣಾ ಪತ್ರ ಸಲ್ಲಿಸಿದ್ದರು.	[399, 541, 547, 662]
devaraj-headline: ಡಿ.ದೇವರಾಜ ಅರಸು ಹಿಂದುಳಿದ ವರ್ಗಗಳ ಅಭಿವೃದ್ಧಿ ನಿಗಮ: ಸಹಾಯಧನಕ್ಕಾಗಿ ಅರ್ಜಿ ಆಹ್ವಾನ	[18, 605, 222, 665]
gita-verse: ಸಂಖಾತಕೇಶಿತಾನ ದೃತಿ: ವಿತತ್ ಕ್ಷೇತ್ರಂ ಸಮಾಸೇನ ಸವಿಕಾರಮುದಾಹೃತಮ್ ॥13-7॥	[45, 82, 149, 118]
